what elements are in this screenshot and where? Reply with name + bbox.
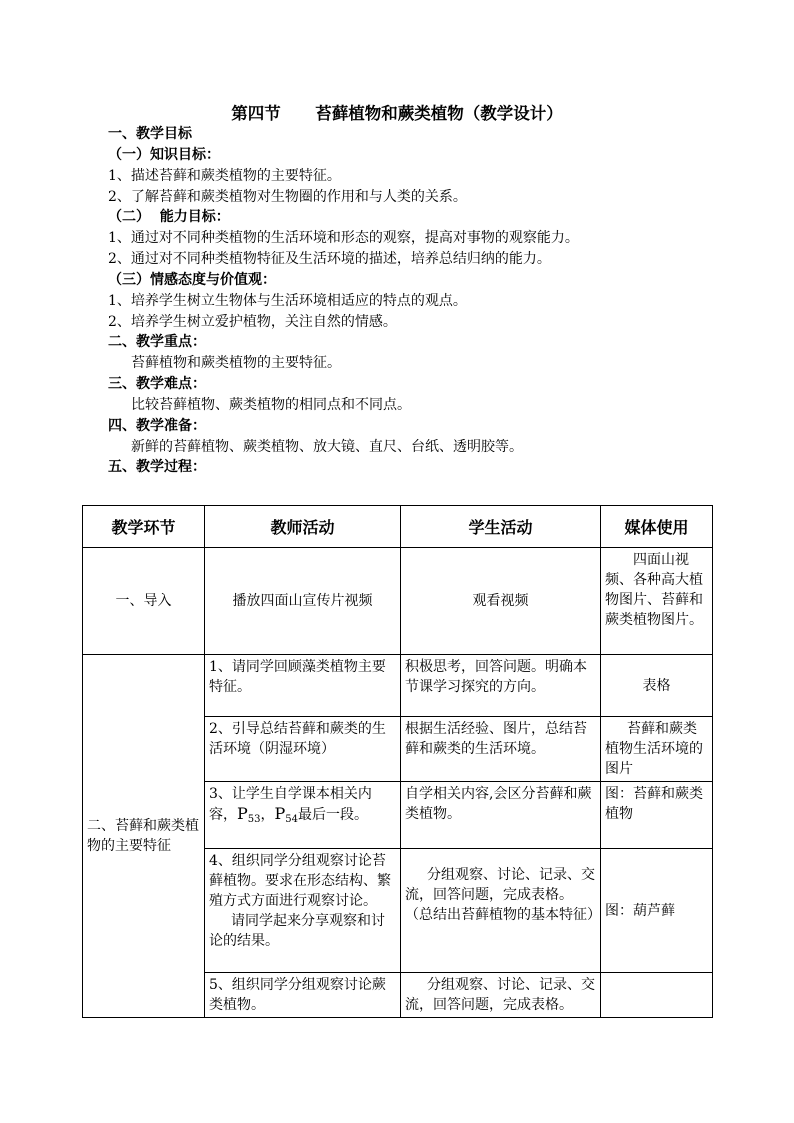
- key-points-heading: 二、教学重点：: [108, 334, 206, 350]
- table-header-row: [83, 506, 713, 548]
- page-ref: P: [237, 804, 248, 823]
- teacher-activity-text: 最后一段。: [298, 807, 368, 823]
- page-title: 第四节 苔藓植物和蕨类植物（教学设计）: [231, 104, 563, 123]
- process-heading: 五、教学过程：: [108, 459, 206, 475]
- page-number: 54: [285, 814, 298, 825]
- student-activity: 积极思考，回答问题。明确本节课学习探究的方向。: [401, 655, 601, 717]
- emotion-item-2: 2、培养学生树立爱护植物，关注自然的情感。: [108, 314, 397, 330]
- difficulty-heading: 三、教学难点：: [108, 376, 206, 392]
- student-activity: 根据生活经验、图片，总结苔藓和蕨类的生活环境。: [401, 717, 601, 782]
- header-student: 学生活动: [401, 506, 601, 548]
- student-activity: 观看视频: [401, 548, 601, 655]
- media-use: [601, 973, 713, 1018]
- media-use: 苔藓和蕨类植物生活环境的图片: [601, 717, 713, 782]
- ability-item-1: 1、通过对不同种类植物的生活环境和形态的观察，提高对事物的观察能力。: [108, 230, 579, 246]
- media-use: 图：葫芦藓: [601, 849, 713, 973]
- separator: ，: [260, 807, 275, 823]
- teacher-activity: [205, 849, 401, 973]
- teacher-activity: [205, 782, 401, 849]
- emotion-heading: （三）情感态度与价值观：: [108, 272, 276, 288]
- knowledge-item-2: 2、了解苔藓和蕨类植物对生物圈的作用和与人类的关系。: [108, 189, 467, 205]
- teaching-process-table: [82, 505, 713, 1018]
- table-row: [83, 548, 713, 655]
- teacher-activity: 2、引导总结苔藓和蕨类的生活环境（阴湿环境）: [205, 717, 401, 782]
- media-use: 表格: [601, 655, 713, 717]
- knowledge-item-1: 1、描述苔藓和蕨类植物的主要特征。: [108, 168, 341, 184]
- preparation-heading: 四、教学准备：: [108, 418, 206, 434]
- table-row: [83, 655, 713, 717]
- student-activity: 分组观察、讨论、记录、交流，回答问题，完成表格。: [401, 973, 601, 1018]
- header-stage: 教学环节: [83, 506, 205, 548]
- media-use: 四面山视频、各种高大植物图片、苔藓和蕨类植物图片。: [601, 548, 713, 655]
- header-media: 媒体使用: [601, 506, 713, 548]
- ability-heading: （二） 能力目标：: [108, 209, 230, 225]
- media-use: 图：苔藓和蕨类植物: [601, 782, 713, 849]
- stage-cell: 二、苔藓和蕨类植物的主要特征: [83, 655, 205, 1018]
- page-number: 53: [247, 814, 261, 825]
- teacher-activity-text: 请同学起来分享观察和讨论的结果。: [209, 913, 385, 949]
- header-teacher: 教师活动: [205, 506, 401, 548]
- teacher-activity: 播放四面山宣传片视频: [205, 548, 401, 655]
- emotion-item-1: 1、培养学生树立生物体与生活环境相适应的特点的观点。: [108, 293, 467, 309]
- preparation-text: 新鲜的苔藓植物、蕨类植物、放大镜、直尺、台纸、透明胶等。: [131, 439, 523, 455]
- objectives-heading: 一、教学目标: [108, 126, 192, 142]
- key-points-text: 苔藓植物和蕨类植物的主要特征。: [131, 355, 341, 371]
- teacher-activity-text: 4、组织同学分组观察讨论苔藓植物。要求在形态结构、繁殖方式方面进行观察讨论。: [209, 853, 391, 909]
- student-activity: 自学相关内容,会区分苔藓和蕨类植物。: [401, 782, 601, 849]
- teacher-activity: 5、组织同学分组观察讨论蕨类植物。: [205, 973, 401, 1018]
- difficulty-text: 比较苔藓植物、蕨类植物的相同点和不同点。: [131, 397, 411, 413]
- student-activity-text: （总结出苔藓植物的基本特征）: [405, 907, 601, 923]
- student-activity: [401, 849, 601, 973]
- ability-item-2: 2、通过对不同种类植物特征及生活环境的描述，培养总结归纳的能力。: [108, 251, 551, 267]
- student-activity-text: 分组观察、讨论、记录、交流，回答问题，完成表格。: [405, 867, 595, 903]
- teacher-activity-text: 3、让学生自学课本相关内容，: [209, 786, 372, 823]
- stage-cell: 一、导入: [83, 548, 205, 655]
- page-ref: P: [274, 804, 286, 823]
- knowledge-heading: （一）知识目标：: [108, 147, 220, 163]
- teacher-activity: 1、请同学回顾藻类植物主要特征。: [205, 655, 401, 717]
